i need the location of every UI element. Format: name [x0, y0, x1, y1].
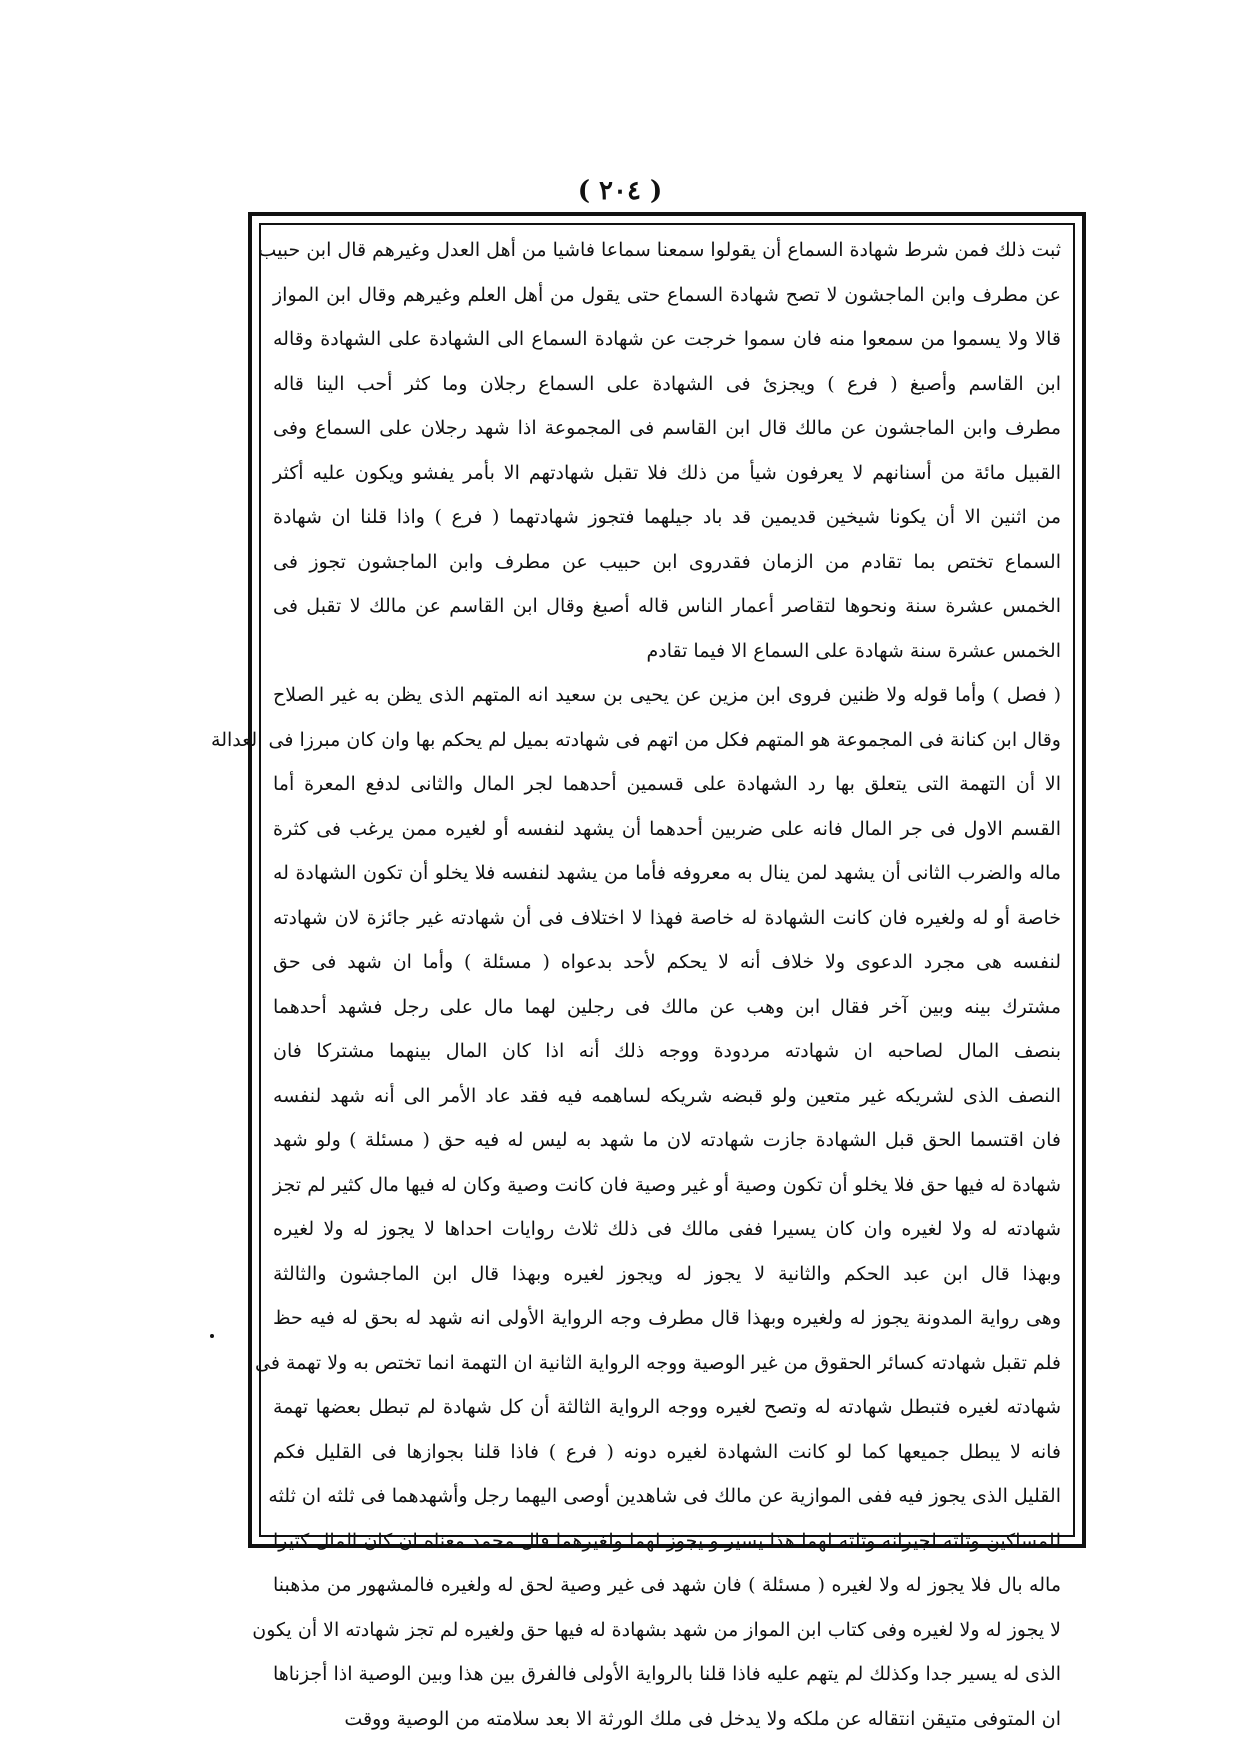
text-line: ماله بال فلا يجوز له ولا لغيره ( مسئلة ) فان شهد فى غير وصية لحق له ولغيره فالمشهور من مذهبنا [273, 1574, 1061, 1596]
text-line: القسم الاول فى جر المال فانه على ضربين أحدهما أن يشهد لنفسه أو لغيره ممن يرغب فى كثرة [273, 817, 1061, 840]
text-line: مشترك بينه وبين آخر فقال ابن وهب عن مالك فى رجلين لهما مال على رجل فشهد أحدهما [273, 995, 1061, 1018]
text-line: القليل الذى يجوز فيه ففى الموازية عن مالك فى شاهدين أوصى اليهما رجل وأشهدهما فى ثلثه ان ثلثه [268, 1485, 1061, 1507]
text-line: الا أن التهمة التى يتعلق بها رد الشهادة على قسمين أحدهما لجر المال والثانى لدفع المعرة أما [273, 773, 1061, 795]
text-line: وهى رواية المدونة يجوز له ولغيره وبهذا قال مطرف وجه الرواية الأولى انه شهد له بحق له فيه حظ [273, 1307, 1061, 1329]
text-line: القبيل مائة من أسنانهم لا يعرفون شيأ من ذلك فلا تقبل شهادتهم الا بأمر يفشو ويكون عليه أكثر [273, 461, 1061, 484]
text-line: للمساكين وثلثه لجيرانه وثلثه لهما هذا يسير و يجوز لهما ولغيرهما قال محمد معناه ان كان المال كثيرا [273, 1529, 1061, 1552]
text-line: ان المتوفى متيقن انتقاله عن ملكه ولا يدخل فى ملك الورثة الا بعد سلامته من الوصية ووقت [344, 1707, 1061, 1730]
text-line: السماع تختص بما تقادم من الزمان فقدروى ابن حبيب عن مطرف وابن الماجشون تجوز فى [273, 550, 1061, 573]
text-line: الخمس عشرة سنة ونحوها لتقاصر أعمار الناس قاله أصبغ وقال ابن القاسم عن مالك لا تقبل فى [273, 595, 1061, 617]
text-line: شهادته لغيره فتبطل شهادته له وتصح لغيره ووجه الرواية الثالثة أن كل شهادة لم تبطل بعضها تهمة [273, 1396, 1061, 1418]
page-frame-inner [211, 223, 1075, 1730]
text-line: عن مطرف وابن الماجشون لا تصح شهادة السماع حتى يقول من أهل العلم وغيرهم وقال ابن المواز [273, 283, 1061, 306]
text-line: شهادته له ولا لغيره وان كان يسيرا ففى مالك فى ذلك ثلاث روايات احداها لا يجوز له ولا لغيره [273, 1218, 1061, 1240]
text-line: فان اقتسما الحق قبل الشهادة جازت شهادته لان ما شهد به ليس له فيه حق ( مسئلة ) ولو شهد [273, 1129, 1061, 1151]
text-line: قالا ولا يسموا من سمعوا منه فان سموا خرجت عن شهادة السماع الى الشهادة على الشهادة وقاله [273, 328, 1061, 350]
text-line: النصف الذى لشريكه غير متعين ولو قبضه شريكه لساهمه فيه فقد عاد الأمر الى أنه شهد لنفسه [273, 1084, 1061, 1107]
text-line: شهادة له فيها حق فلا يخلو أن تكون وصية أو غير وصية فان كانت وصية وكان له فيها مال كثير لم تجز [273, 1173, 1061, 1196]
text-line: الخمس عشرة سنة شهادة على السماع الا فيما تقادم [646, 639, 1061, 662]
body-text [211, 228, 1061, 1741]
text-line: بنصف المال لصاحبه ان شهادته مردودة ووجه ذلك أنه اذا كان المال بينهما مشتركا فان [273, 1040, 1061, 1062]
text-line: الذى له يسير جدا وكذلك لم يتهم عليه فاذا قلنا بالرواية الأولى فالفرق بين هذا وبين الوصية اذا أجزناها [273, 1663, 1061, 1685]
text-line: وقال ابن كنانة فى المجموعة هو المتهم فكل من اتهم فى شهادته بميل لم يحكم بها وان كان مبرزا فى العدالة [211, 728, 1061, 751]
text-line: خاصة أو له ولغيره فان كانت الشهادة له خاصة فهذا لا اختلاف فى أن شهادته غير جائزة لان شهادته [273, 906, 1061, 929]
text-line: وبهذا قال ابن عبد الحكم والثانية لا يجوز له ويجوز لغيره وبهذا قال ابن الماجشون والثالثة [273, 1262, 1061, 1285]
text-line: ماله والضرب الثانى أن يشهد لمن ينال به معروفه فأما من يشهد لنفسه فلا يخلو أن تكون الشهادة له [273, 862, 1061, 884]
text-line: ابن القاسم وأصبغ ( فرع ) ويجزئ فى الشهادة على السماع رجلان وما كثر أحب الينا قاله [273, 372, 1061, 395]
text-line: مطرف وابن الماجشون عن مالك قال ابن القاسم فى المجموعة اذا شهد رجلان على السماع وفى [273, 417, 1061, 439]
text-line: من اثنين الا أن يكونا شيخين قديمين قد باد جيلهما فتجوز شهادتهما ( فرع ) واذا قلنا ان شهادة [273, 506, 1061, 528]
ink-dot [210, 1334, 214, 1338]
page-number: ( ٢٠٤ ) [577, 176, 663, 206]
text-line: فانه لا يبطل جميعها كما لو كانت الشهادة لغيره دونه ( فرع ) فاذا قلنا بجوازها فى القليل فكم [273, 1440, 1061, 1463]
text-line: لا يجوز له ولا لغيره وفى كتاب ابن المواز من شهد بشهادة له فيها حق ولغيره لم تجز شهادته الا أن يكون [252, 1618, 1061, 1641]
text-line: فلم تقبل شهادته كسائر الحقوق من غير الوصية ووجه الرواية الثانية ان التهمة انما تختص به ولا تهمة فى [255, 1351, 1061, 1374]
text-line: ثبت ذلك فمن شرط شهادة السماع أن يقولوا سمعنا سماعا فاشيا من أهل العدل وغيرهم قال ابن حبيب [258, 239, 1061, 261]
text-line: لنفسه هى مجرد الدعوى ولا خلاف أنه لا يحكم لأحد بدعواه ( مسئلة ) وأما ان شهد فى حق [273, 951, 1061, 973]
text-line: ( فصل ) وأما قوله ولا ظنين فروى ابن مزين عن يحيى بن سعيد انه المتهم الذى يظن به غير الصلاح [273, 684, 1061, 706]
